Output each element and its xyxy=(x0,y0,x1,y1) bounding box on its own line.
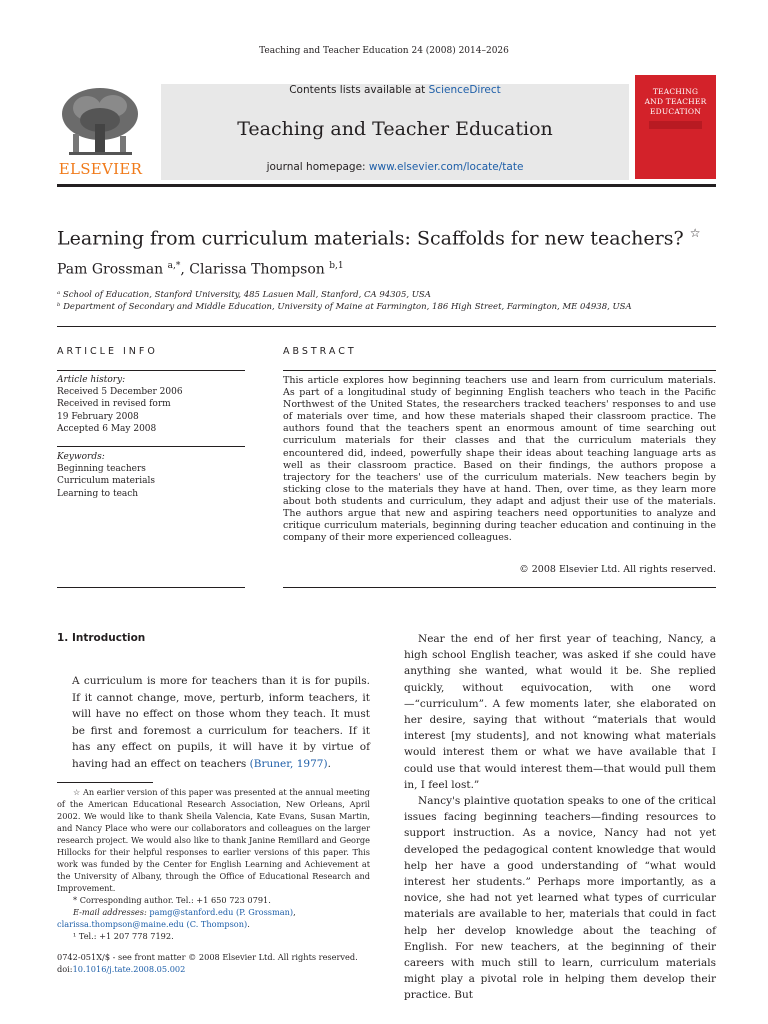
keyword-item: Learning to teach xyxy=(57,488,139,499)
abstract-copyright: © 2008 Elsevier Ltd. All rights reserved. xyxy=(519,564,716,575)
keywords: Keywords: Beginning teachers Curriculum materials Learning to teach xyxy=(57,451,245,500)
doi-link[interactable]: 10.1016/j.tate.2008.05.002 xyxy=(72,964,186,974)
elsevier-logo xyxy=(57,84,144,180)
doi-line: doi:10.1016/j.tate.2008.05.002 xyxy=(57,964,186,974)
journal-cover xyxy=(635,75,716,179)
article-info-rule xyxy=(57,370,245,371)
abstract-bottom-rule xyxy=(283,587,716,588)
journal-homepage: journal homepage: www.elsevier.com/locate/tate xyxy=(266,161,524,173)
body-paragraph: Nancy's plaintive quotation speaks to one of the critical issues facing beginning teachers—finding resources to support instruction. As a novice, Nancy had not yet developed the pedagogical content knowledge that would help her have a good understanding of “what would interest her students.” Perhaps more importantly, as a novice, she had not yet learned what types of curricular materials are available to her, materials that could in fact help her develop knowledge about the teaching of English. For new teachers, at the beginning of their careers with much still to learn, curriculum materials might play a pivotal role in helping them develop their practice. But xyxy=(404,795,716,1002)
section-rule xyxy=(57,326,716,327)
author-name: Clarissa Thompson xyxy=(189,261,325,278)
affiliation-a: ᵃ School of Education, Stanford University, 485 Lasuen Mall, Stanford, CA 94305, USA xyxy=(57,290,431,300)
keyword-item: Beginning teachers xyxy=(57,464,146,475)
article-history: Article history: Received 5 December 2006 Received in revised form 19 February 2008 Accepted 6 May 2008 xyxy=(57,374,245,435)
running-header: Teaching and Teacher Education 24 (2008) 2014–2026 xyxy=(259,46,509,56)
footnote-corresponding: * Corresponding author. Tel.: +1 650 723 0791. xyxy=(73,895,271,905)
article-info-heading: ARTICLE INFO xyxy=(57,346,158,357)
abstract-rule xyxy=(283,370,716,371)
footnote-emails-cont: clarissa.thompson@maine.edu (C. Thompson). xyxy=(57,919,250,929)
journal-banner xyxy=(161,84,629,180)
email-link[interactable]: clarissa.thompson@maine.edu (C. Thompson) xyxy=(57,919,248,929)
footnote-emails: E-mail addresses: pamg@stanford.edu (P. Grossman), xyxy=(73,907,296,917)
elsevier-wordmark: ELSEVIER xyxy=(58,160,143,178)
title-footnote-star-icon[interactable]: ☆ xyxy=(689,226,701,240)
history-item: Received 5 December 2006 xyxy=(57,387,183,398)
email-link[interactable]: pamg@stanford.edu (P. Grossman) xyxy=(149,907,294,917)
journal-title: Teaching and Teacher Education xyxy=(237,118,553,140)
contents-available: Contents lists available at ScienceDirect xyxy=(289,84,501,96)
author-affiliation-mark[interactable]: b,1 xyxy=(329,261,344,271)
body-paragraph: Near the end of her first year of teaching, Nancy, a high school English teacher, was asked if she could have anything she wanted, what would it be. She replied quickly, without equivocation, with one word—“curriculum”. A few moments later, she elaborated on her desire, saying that without “materials that would interest [my students], and not knowing what materials would interest them or what we have available that I could use that would interest them—that would pull them in, I feel lost.” xyxy=(404,633,716,791)
body-column-right xyxy=(404,631,716,1004)
cover-subtitle-bar xyxy=(649,121,702,129)
article-info-bottom-rule xyxy=(57,587,245,588)
abstract-text: This article explores how beginning teachers use and learn from curriculum materials. As part of a longitudinal study of beginning English teachers who teach in the Pacific Northwest of the United States, the researchers tracked teachers' responses to and use of materials over time, and how these materials shaped their classroom practice. The authors found that the teachers spent an enormous amount of time searching out curriculum materials for their classes and that the curriculum materials they encountered did, indeed, powerfully shape their ideas about teaching language arts as well as their classroom practice. Based on their findings, the authors propose a trajectory for the teachers' use of the curriculum materials. New teachers begin by sticking close to the materials they have at hand. Then, over time, as they learn more about both students and curriculum, they adapt and adjust their use of the materials. The authors argue that new and aspiring teachers need opportunities to analyze and critique curriculum materials, beginning during teacher education and continuing in the company of their more experienced colleagues. xyxy=(283,375,716,544)
author-affiliation-mark[interactable]: a,* xyxy=(167,261,181,271)
homepage-link[interactable]: www.elsevier.com/locate/tate xyxy=(368,161,524,173)
abstract-heading: ABSTRACT xyxy=(283,346,357,357)
page-footer xyxy=(57,951,358,975)
sciencedirect-link[interactable]: ScienceDirect xyxy=(428,84,501,96)
keyword-item: Curriculum materials xyxy=(57,476,155,487)
article-title: Learning from curriculum materials: Scaffolds for new teachers? ☆ xyxy=(57,226,701,250)
footnote-star: ☆ An earlier version of this paper was presented at the annual meeting of the American Educational Research Association, New Orleans, April 2002. We would like to thank Sheila Valencia, Kate Evans, Susan Martin, and Nancy Place who were our collaborators and colleagues on the larger research project. We would also like to thank Janine Remillard and George Hillocks for their helpful responses to earlier versions of this paper. This work was funded by the Center for English Learning and Achievement at the University of Albany, through the Office of Educational Research and Improvement. xyxy=(57,787,370,893)
cover-title: TEACHING AND TEACHER EDUCATION xyxy=(644,87,707,116)
footnotes xyxy=(57,786,370,942)
history-item: Accepted 6 May 2008 xyxy=(57,423,157,434)
footnote-tel: ¹ Tel.: +1 207 778 7192. xyxy=(73,931,174,941)
epigraph-quote: A curriculum is more for teachers than it is for pupils. If it cannot change, move, perturb, inform teachers, it will have no effect on those whom they teach. It must be first and foremost a curriculum for teachers. If it has any effect on pupils, it will have it by virtue of having had an effect on teachers (Bruner, 1977). xyxy=(72,675,370,770)
footnote-rule xyxy=(57,782,153,783)
citation-link[interactable]: (Bruner, 1977) xyxy=(249,757,328,770)
header-rule xyxy=(57,184,716,187)
author-name: Pam Grossman xyxy=(57,261,164,278)
section-heading-introduction: 1. Introduction xyxy=(57,632,146,644)
affiliation-b: ᵇ Department of Secondary and Middle Education, University of Maine at Farmington, 186 High Street, Farmington, ME 04938, USA xyxy=(57,302,632,312)
issn-line: 0742-051X/$ - see front matter © 2008 Elsevier Ltd. All rights reserved. xyxy=(57,952,358,962)
history-item: Received in revised form xyxy=(57,399,171,410)
keywords-rule xyxy=(57,446,245,447)
author-list: Pam Grossman $^{a,*}$, Clarissa Thompson $^{b,1}$ xyxy=(57,261,344,278)
history-item: 19 February 2008 xyxy=(57,411,139,422)
